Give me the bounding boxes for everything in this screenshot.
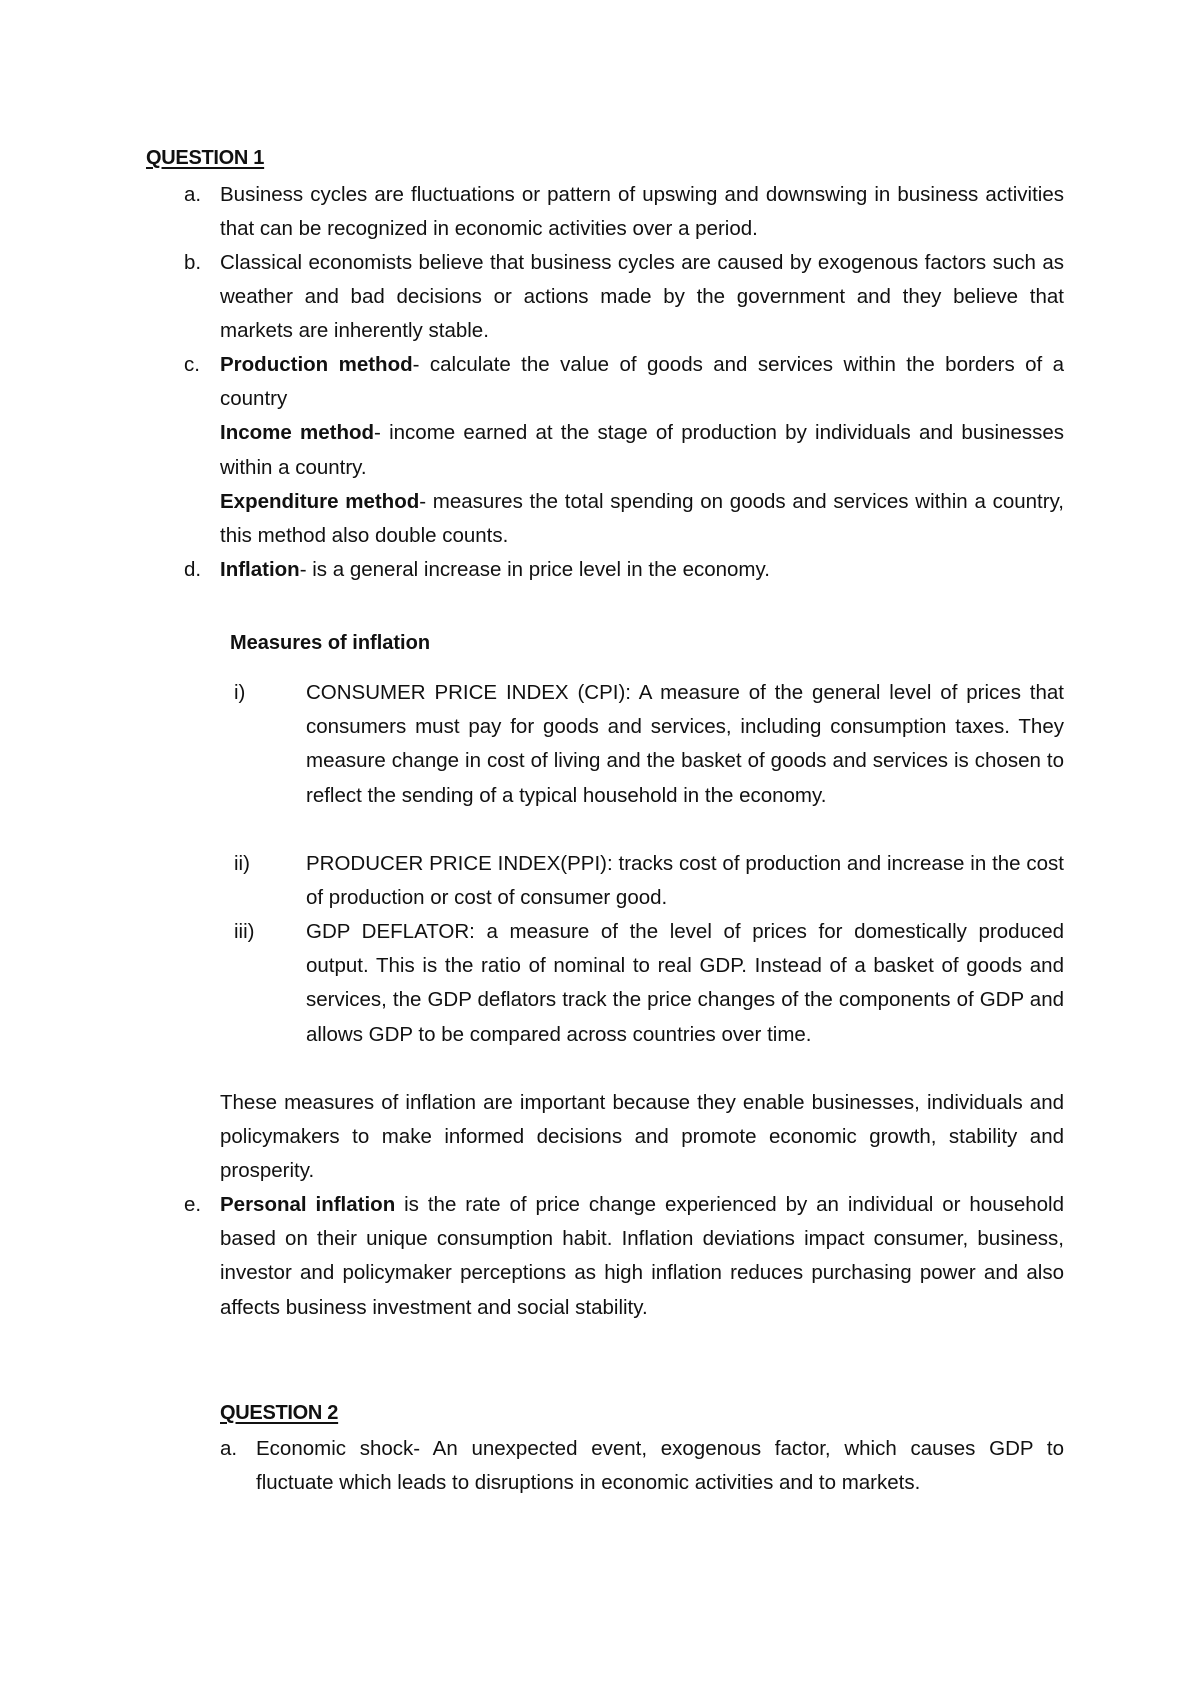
- production-method-paragraph: [220, 348, 1064, 416]
- q1-item-c-marker: c.: [184, 353, 200, 376]
- q1-item-e: [184, 1188, 1064, 1325]
- q1-item-a-marker: a.: [184, 183, 202, 206]
- expenditure-method-term: Expenditure method: [220, 489, 420, 513]
- inflation-term: Inflation: [220, 558, 300, 581]
- q1-item-c: [184, 348, 1064, 553]
- expenditure-method-text: - measures the total spending on goods and services within a country, this method also double counts.: [220, 489, 1064, 548]
- q1-item-b: [184, 246, 1064, 349]
- q1-item-b-text: Classical economists believe that business cycles are caused by exogenous factors such as weather and bad decisions or actions made by the government and they believe that markets are inherently stable.: [220, 251, 1064, 343]
- inflation-text: - is a general increase in price level in the economy.: [299, 558, 770, 581]
- question-1-heading: QUESTION 1: [146, 147, 265, 169]
- measure-text: PRODUCER PRICE INDEX(PPI): tracks cost of production and increase in the cost of production or cost of consumer good.: [306, 852, 1064, 910]
- q1-item-a: [184, 178, 1064, 246]
- production-method-text: - calculate the value of goods and services within the borders of a country: [220, 353, 1065, 411]
- q1-item-b-marker: b.: [184, 251, 202, 274]
- measure-marker: iii): [234, 920, 255, 943]
- q1-item-e-marker: e.: [184, 1193, 202, 1216]
- income-method-text: - income earned at the stage of production by individuals and businesses within a country.: [220, 421, 1064, 479]
- q1-item-d-marker: d.: [184, 558, 202, 581]
- expenditure-method-paragraph: [220, 485, 1064, 553]
- q1-item-a-text: Business cycles are fluctuations or pattern of upswing and downswing in business activities that can be recognized in economic activities over a period.: [220, 183, 1064, 241]
- q1-item-e-paragraph: [220, 1188, 1064, 1325]
- measure-marker: i): [234, 681, 246, 704]
- measure-text: GDP DEFLATOR: a measure of the level of prices for domestically produced output. This is the ratio of nominal to real GDP. Instead of a basket of goods and services, the GDP deflators track the price changes of the components of GDP and allows GDP to be compared across countries over time.: [306, 920, 1064, 1046]
- measure-text: CONSUMER PRICE INDEX (CPI): A measure of the general level of prices that consumers must pay for goods and services, including consumption taxes. They measure change in cost of living and the basket of goods and services is chosen to reflect the sending of a typical household in the economy.: [306, 681, 1064, 807]
- personal-inflation-text: is the rate of price change experienced by an individual or household based on their unique consumption habit. Inflation deviations impact consumer, business, investor and policymaker perceptions as high inflation reduces purchasing power and also affects business investment and social stability.: [220, 1193, 1065, 1319]
- measures-importance-paragraph: These measures of inflation are important because they enable businesses, individuals and policymakers to make informed decisions and promote economic growth, stability and prosperity.: [220, 1091, 1064, 1183]
- question-2-heading: QUESTION 2: [220, 1402, 339, 1424]
- income-method-paragraph: [220, 416, 1064, 484]
- measures-of-inflation-heading: Measures of inflation: [230, 632, 431, 654]
- personal-inflation-term: Personal inflation: [220, 1193, 396, 1216]
- income-method-term: Income method: [220, 421, 375, 445]
- measure-item-ppi: [234, 847, 1064, 915]
- q2-item-a-marker: a.: [220, 1437, 238, 1460]
- q1-item-d: [184, 553, 1064, 587]
- q2-item-a-text: Economic shock- An unexpected event, exogenous factor, which causes GDP to fluctuate which leads to disruptions in economic activities and to markets.: [256, 1437, 1064, 1495]
- q1-item-d-paragraph: [220, 553, 1064, 587]
- production-method-term: Production method: [220, 353, 413, 376]
- q2-item-a: [220, 1432, 1064, 1500]
- measure-item-cpi: [234, 676, 1064, 813]
- measure-marker: ii): [234, 852, 250, 875]
- measure-item-gdp-deflator: [234, 915, 1064, 1052]
